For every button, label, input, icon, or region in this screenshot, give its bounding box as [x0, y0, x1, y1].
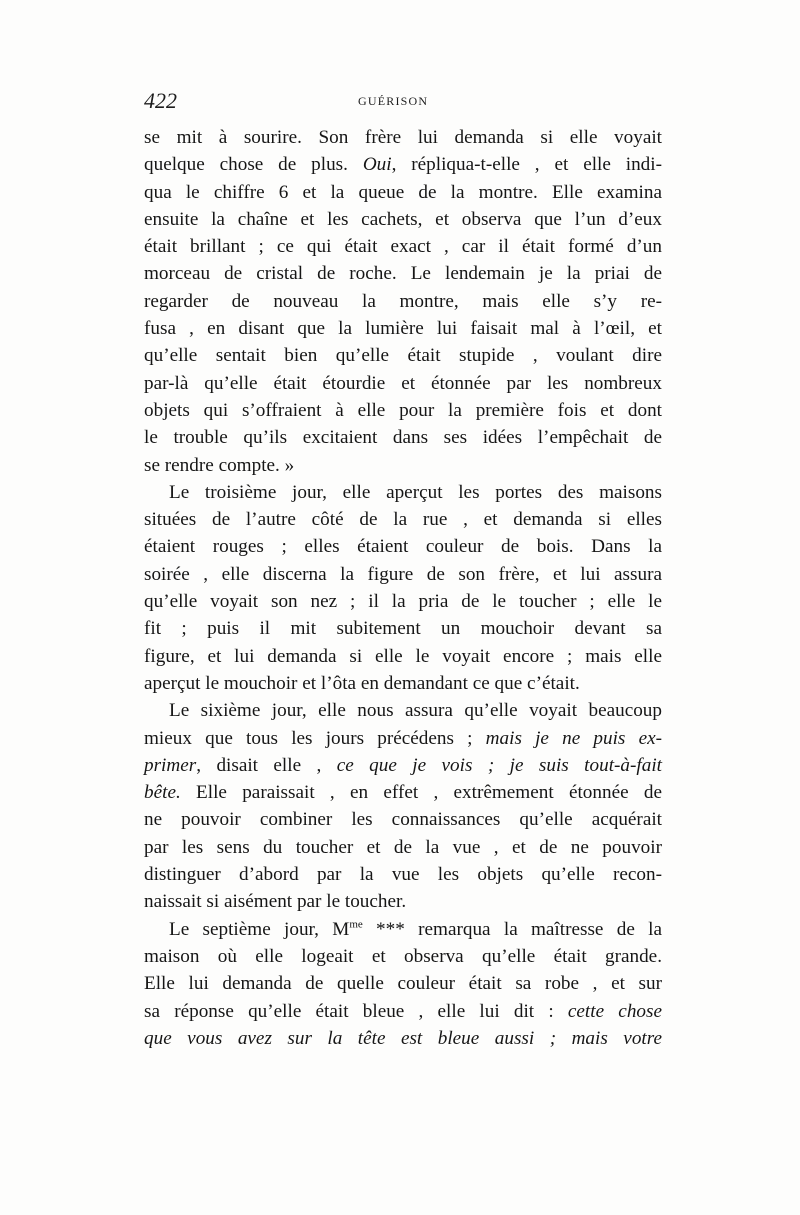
line-text: objets qui s’offraient à elle pour la première fois et dont	[144, 399, 662, 421]
text-line	[144, 752, 662, 779]
line-text: soirée , elle discerna la figure de son frère, et lui assura	[144, 563, 662, 585]
text-line	[144, 288, 662, 315]
line-text: *** remarqua la maîtresse de la	[362, 918, 662, 940]
text-line	[144, 779, 662, 806]
text-line	[144, 725, 662, 752]
text-line	[144, 888, 662, 915]
line-text: sa réponse qu’elle était bleue , elle lui dit :	[144, 1000, 568, 1022]
line-text: se rendre compte. »	[144, 454, 295, 476]
text-line	[144, 370, 662, 397]
text-line	[144, 506, 662, 533]
text-line	[144, 1025, 662, 1052]
italic-text: que vous avez sur la tête est bleue aussi ;	[144, 1027, 557, 1049]
text-line	[144, 998, 662, 1025]
line-text: quelque chose de plus.	[144, 154, 363, 176]
text-line	[144, 479, 662, 506]
line-text: maison où elle logeait et observa qu’elle était grande.	[144, 945, 662, 967]
text-line	[144, 943, 662, 970]
italic-text: ce que je vois ; je suis tout-à-fait	[336, 754, 662, 776]
text-line	[144, 861, 662, 888]
line-text: le trouble qu’ils excitaient dans ses idées l’empêchait de	[144, 427, 662, 449]
italic-text: primer	[144, 754, 197, 776]
line-text: ne pouvoir combiner les connaissances qu’elle acquérait	[144, 809, 662, 831]
line-text: qu’elle sentait bien qu’elle était stupide , voulant dire	[144, 345, 662, 367]
text-line	[144, 697, 662, 724]
line-text: morceau de cristal de roche. Le lendemain je la priai de	[144, 263, 662, 285]
text-line	[144, 561, 662, 588]
line-text: distinguer d’abord par la vue les objets qu’elle recon-	[144, 864, 662, 886]
line-text: Le troisième jour, elle aperçut les portes des maisons	[169, 481, 662, 503]
line-text: se mit à sourire. Son frère lui demanda si elle voyait	[144, 127, 662, 148]
text-line	[144, 643, 662, 670]
line-text	[556, 1028, 571, 1049]
text-line	[144, 233, 662, 260]
superscript-text: me	[349, 918, 363, 931]
line-text: Le sixième jour, elle nous assura qu’elle voyait beaucoup	[169, 700, 662, 722]
line-text: fusa , en disant que la lumière lui faisait mal à l’œil, et	[144, 318, 662, 340]
line-text: situées de l’autre côté de la rue , et demanda si elles	[144, 509, 662, 531]
italic-text: mais je ne puis ex-	[485, 727, 662, 749]
line-text: étaient rouges ; elles étaient couleur de bois. Dans la	[144, 536, 662, 558]
text-line	[144, 588, 662, 615]
line-text: Elle lui demanda de quelle couleur était sa robe , et sur	[144, 973, 662, 995]
line-text: figure, et lui demanda si elle le voyait encore ; mais elle	[144, 645, 662, 667]
text-line	[144, 452, 662, 479]
text-line	[144, 342, 662, 369]
text-line	[144, 424, 662, 451]
line-text: mieux que tous les jours précédens ;	[144, 727, 486, 749]
line-text: ensuite la chaîne et les cachets, et observa que l’un d’eux	[144, 208, 662, 230]
italic-text: cette chose	[567, 1000, 662, 1022]
line-text: , disait elle ,	[196, 754, 337, 776]
italic-text: bête.	[144, 782, 181, 804]
running-head: GUÉRISON	[358, 94, 429, 108]
text-line	[144, 970, 662, 997]
text-line	[144, 206, 662, 233]
line-text: fit ; puis il mit subitement un mouchoir devant sa	[144, 618, 662, 640]
text-line	[144, 124, 662, 151]
text-line	[144, 151, 662, 178]
line-text: , répliqua-t-elle , et elle indi-	[391, 154, 662, 176]
text-line	[144, 315, 662, 342]
text-line	[144, 533, 662, 560]
page-number: 422	[144, 88, 177, 113]
body-text	[144, 124, 662, 1052]
line-text: était brillant ; ce qui était exact , car il était formé d’un	[144, 236, 662, 258]
italic-text: mais votre	[571, 1027, 663, 1049]
text-line	[144, 615, 662, 642]
italic-text: Oui	[362, 154, 392, 176]
line-text: par-là qu’elle était étourdie et étonnée par les nombreux	[144, 372, 662, 394]
line-text: naissait si aisément par le toucher.	[144, 891, 407, 913]
text-line	[144, 260, 662, 287]
text-line	[144, 806, 662, 833]
text-line	[144, 179, 662, 206]
line-text: Le septième jour, M	[169, 918, 350, 940]
page-header	[144, 88, 662, 112]
line-text: qua le chiffre 6 et la queue de la montre. Elle examina	[144, 181, 662, 203]
line-text: par les sens du toucher et de la vue , et de ne pouvoir	[144, 836, 662, 858]
text-line	[144, 397, 662, 424]
line-text: regarder de nouveau la montre, mais elle s’y re-	[144, 290, 662, 312]
line-text: qu’elle voyait son nez ; il la pria de le toucher ; elle le	[144, 591, 662, 613]
text-line	[144, 916, 662, 943]
text-line	[144, 834, 662, 861]
text-line	[144, 670, 662, 697]
line-text: aperçut le mouchoir et l’ôta en demandant ce que c’était.	[144, 672, 580, 694]
line-text: Elle paraissait , en effet , extrêmement étonnée de	[180, 782, 662, 804]
